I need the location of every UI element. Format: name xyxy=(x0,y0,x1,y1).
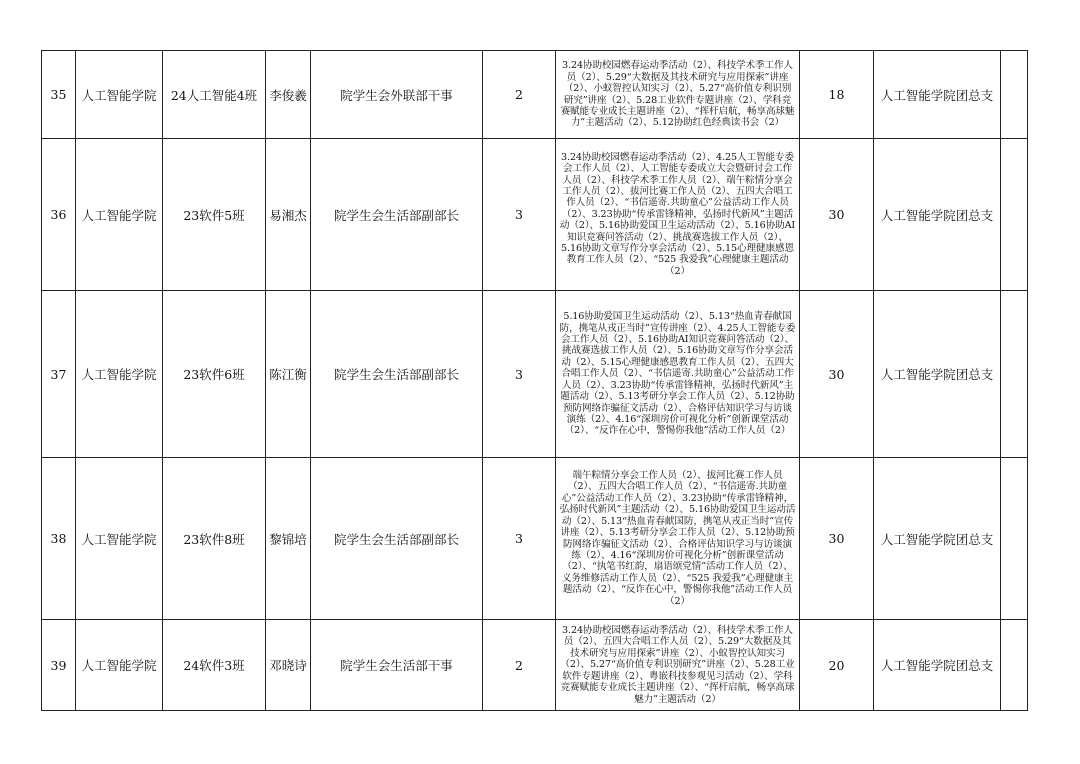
college-cell: 人工智能学院 xyxy=(76,51,163,139)
student-name-cell: 易湘杰 xyxy=(266,139,311,291)
class-cell: 24人工智能4班 xyxy=(163,51,266,139)
student-name-cell: 李俊羲 xyxy=(266,51,311,139)
student-name-cell: 邓晓诗 xyxy=(266,620,311,711)
activities-cell: 5.16协助爱国卫生运动活动（2）、5.13“热血青春献国防，携笔从戎正当时”宣传讲座（2）、4.25人工智能专委会工作人员（2）、5.16协助AI知识竞赛问答活动（2）、挑战赛选拔工作人员（2）、5.16协助文章写作分享会活动（2）、5.15心理健康感恩教育工作人员（2）、五四大合唱工作人员（2）、“书信遥寄.共助童心”公益活动工作人员（2）、3.23协助“传承雷锋精神，弘扬时代新风”主题活动（2）、5.13考研分享会工作人员（2）、5.12协助预防网络诈骗征文活动（2）、合格评估知识学习与访谈演练（2）、4.16“深圳房价可视化分析”创新课堂活动（2）、“反诈在心中，警惕你我他”活动工作人员（2） xyxy=(556,291,800,458)
college-cell: 人工智能学院 xyxy=(76,139,163,291)
hours-cell: 20 xyxy=(800,620,874,711)
table-row xyxy=(42,620,1028,711)
table-row xyxy=(42,51,1028,139)
remark-cell xyxy=(1001,458,1028,620)
volunteer-record-table xyxy=(41,50,1028,711)
position-cell: 院学生会外联部干事 xyxy=(311,51,483,139)
class-cell: 23软件6班 xyxy=(163,291,266,458)
row-number: 38 xyxy=(42,458,76,620)
organization-cell: 人工智能学院团总支 xyxy=(874,620,1001,711)
table-body xyxy=(42,51,1028,711)
remark-cell xyxy=(1001,620,1028,711)
position-cell: 院学生会生活部副部长 xyxy=(311,458,483,620)
remark-cell xyxy=(1001,291,1028,458)
hours-cell: 30 xyxy=(800,291,874,458)
table-row xyxy=(42,458,1028,620)
row-number: 39 xyxy=(42,620,76,711)
score-cell: 3 xyxy=(483,291,556,458)
class-cell: 23软件5班 xyxy=(163,139,266,291)
row-number: 36 xyxy=(42,139,76,291)
college-cell: 人工智能学院 xyxy=(76,458,163,620)
position-cell: 院学生会生活部副部长 xyxy=(311,139,483,291)
activities-cell: 3.24协助校园燃春运动季活动（2）、科技学术季工作人员（2）、5.29“大数据及其技术研究与应用探索”讲座（2）、小蚁智控认知实习（2）、5.27“高价值专利识别研究”讲座（2）、5.28工业软件专题讲座（2）、学科竞赛赋能专业成长主题讲座（2）、“挥杆启航，畅享高球魅力”主题活动（2）、5.12协助红色经典读书会（2） xyxy=(556,51,800,139)
hours-cell: 30 xyxy=(800,139,874,291)
organization-cell: 人工智能学院团总支 xyxy=(874,51,1001,139)
position-cell: 院学生会生活部副部长 xyxy=(311,291,483,458)
row-number: 37 xyxy=(42,291,76,458)
hours-cell: 18 xyxy=(800,51,874,139)
score-cell: 2 xyxy=(483,620,556,711)
position-cell: 院学生会生活部干事 xyxy=(311,620,483,711)
organization-cell: 人工智能学院团总支 xyxy=(874,458,1001,620)
student-name-cell: 陈江衡 xyxy=(266,291,311,458)
score-cell: 3 xyxy=(483,139,556,291)
college-cell: 人工智能学院 xyxy=(76,620,163,711)
student-name-cell: 黎锦培 xyxy=(266,458,311,620)
college-cell: 人工智能学院 xyxy=(76,291,163,458)
activities-cell: 3.24协助校园燃春运动季活动（2）、科技学术季工作人员（2）、五四大合唱工作人员（2）、5.29“大数据及其技术研究与应用探索”讲座（2）、小蚁智控认知实习（2）、5.27“高价值专利识别研究”讲座（2）、5.28工业软件专题讲座（2）、粤嵌科技参观见习活动（2）、学科竞赛赋能专业成长主题讲座（2）、“挥杆启航，畅享高球魅力”主题活动（2） xyxy=(556,620,800,711)
score-cell: 2 xyxy=(483,51,556,139)
activities-cell: 3.24协助校园燃春运动季活动（2）、4.25人工智能专委会工作人员（2）、人工智能专委成立大会暨研讨会工作人员（2）、科技学术季工作人员（2）、端午粽情分享会工作人员（2）、拔河比赛工作人员（2）、五四大合唱工作人员（2）、“书信遥寄.共助童心”公益活动工作人员（2）、3.23协助“传承雷锋精神，弘扬时代新风”主题活动（2）、5.16协助爱国卫生运动活动（2）、5.16协助AI知识竞赛问答活动（2）、挑战赛选拔工作人员（2）、5.16协助文章写作分享会活动（2）、5.15心理健康感恩教育工作人员（2）、“525 我爱我”心理健康主题活动（2） xyxy=(556,139,800,291)
remark-cell xyxy=(1001,139,1028,291)
organization-cell: 人工智能学院团总支 xyxy=(874,291,1001,458)
remark-cell xyxy=(1001,51,1028,139)
row-number: 35 xyxy=(42,51,76,139)
table-row xyxy=(42,291,1028,458)
activities-cell: 端午粽情分享会工作人员（2）、拔河比赛工作人员（2）、五四大合唱工作人员（2）、“书信遥寄.共助童心”公益活动工作人员（2）、3.23协助“传承雷锋精神，弘扬时代新风”主题活动（2）、5.16协助爱国卫生运动活动（2）、5.13“热血青春献国防，携笔从戎正当时”宣传讲座（2）、5.13考研分享会工作人员（2）、5.12协助预防网络诈骗征文活动（2）、合格评估知识学习与访谈演练（2）、4.16“深圳房价可视化分析”创新课堂活动（2）、“执笔书红韵，扇语颂党情”活动工作人员（2）、义务维修活动工作人员（2）、“525 我爱我”心理健康主题活动（2）、“反诈在心中，警惕你我他”活动工作人员（2） xyxy=(556,458,800,620)
score-cell: 3 xyxy=(483,458,556,620)
class-cell: 23软件8班 xyxy=(163,458,266,620)
class-cell: 24软件3班 xyxy=(163,620,266,711)
organization-cell: 人工智能学院团总支 xyxy=(874,139,1001,291)
table-row xyxy=(42,139,1028,291)
hours-cell: 30 xyxy=(800,458,874,620)
